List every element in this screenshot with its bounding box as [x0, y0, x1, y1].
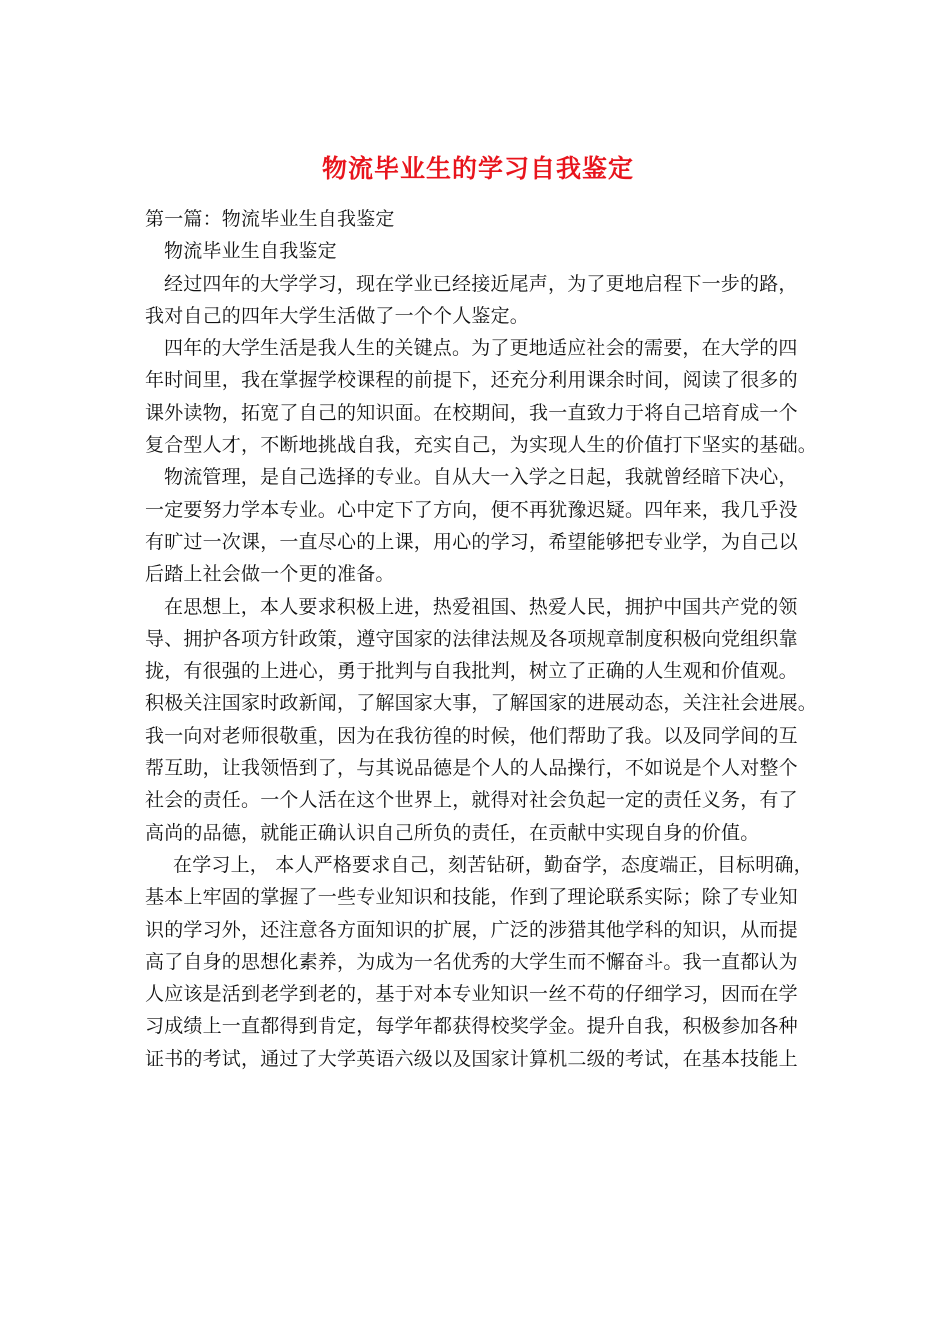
text-line: 我一向对老师很敬重，因为在我彷徨的时候，他们帮助了我。以及同学间的互: [145, 724, 798, 747]
text-line: 复合型人才，不断地挑战自我，充实自己，为实现人生的价值打下坚实的基础。: [145, 434, 818, 457]
document-title: 物流毕业生的学习自我鉴定: [321, 154, 634, 183]
text-line: 帮互助，让我领悟到了，与其说品德是个人的人品操行，不如说是个人对整个: [145, 757, 798, 780]
text-line: 高尚的品德，就能正确认识自己所负的责任，在贡献中实现自身的价值。: [145, 821, 760, 844]
text-line: 高了自身的思想化素养，为成为一名优秀的大学生而不懈奋斗。我一直都认为: [145, 950, 798, 973]
text-line: 在学习上， 本人严格要求自己，刻苦钻研，勤奋学，态度端正，目标明确，: [173, 853, 813, 876]
text-line: 积极关注国家时政新闻，了解国家大事，了解国家的进展动态，关注社会进展。: [145, 692, 818, 715]
text-line: 在思想上，本人要求积极上进，热爱祖国、热爱人民，拥护中国共产党的领: [164, 595, 798, 618]
text-line: 四年的大学生活是我人生的关键点。为了更地适应社会的需要，在大学的四: [164, 337, 798, 360]
text-line: 人应该是活到老学到老的，基于对本专业知识一丝不苟的仔细学习，因而在学: [145, 983, 798, 1006]
text-line: 课外读物，拓宽了自己的知识面。在校期间，我一直致力于将自己培育成一个: [145, 401, 798, 424]
text-line: 后踏上社会做一个更的准备。: [145, 563, 395, 586]
document-body: [145, 145, 818, 1075]
text-line: 第一篇：物流毕业生自我鉴定: [145, 208, 395, 230]
text-line: 物流毕业生自我鉴定: [164, 240, 337, 263]
document-text: [145, 203, 818, 1075]
text-line: 导、拥护各项方针政策，遵守国家的法律法规及各项规章制度积极向党组织靠: [145, 627, 798, 650]
text-line: 识的学习外，还注意各方面知识的扩展，广泛的涉猎其他学科的知识，从而提: [145, 918, 798, 941]
text-line: 经过四年的大学学习，现在学业已经接近尾声，为了更地启程下一步的路，: [164, 272, 798, 295]
text-line: 有旷过一次课，一直尽心的上课，用心的学习，希望能够把专业学，为自己以: [145, 530, 798, 553]
text-line: 社会的责任。一个人活在这个世界上，就得对社会负起一定的责任义务，有了: [145, 789, 798, 812]
text-line: 基本上牢固的掌握了一些专业知识和技能，作到了理论联系实际；除了专业知: [145, 886, 798, 909]
text-line: 物流管理，是自己选择的专业。自从大一入学之日起，我就曾经暗下决心，: [164, 466, 798, 489]
text-line: 我对自己的四年大学生活做了一个个人鉴定。: [145, 304, 530, 327]
text-line: 年时间里，我在掌握学校课程的前提下，还充分利用课余时间，阅读了很多的: [145, 369, 798, 392]
text-line: 拢，有很强的上进心，勇于批判与自我批判，树立了正确的人生观和价值观。: [145, 660, 798, 683]
text-line: 证书的考试，通过了大学英语六级以及国家计算机二级的考试，在基本技能上: [145, 1047, 798, 1070]
text-line: 一定要努力学本专业。心中定下了方向，便不再犹豫迟疑。四年来，我几乎没: [145, 498, 798, 521]
text-line: 习成绩上一直都得到肯定，每学年都获得校奖学金。提升自我，积极参加各种: [145, 1015, 798, 1038]
